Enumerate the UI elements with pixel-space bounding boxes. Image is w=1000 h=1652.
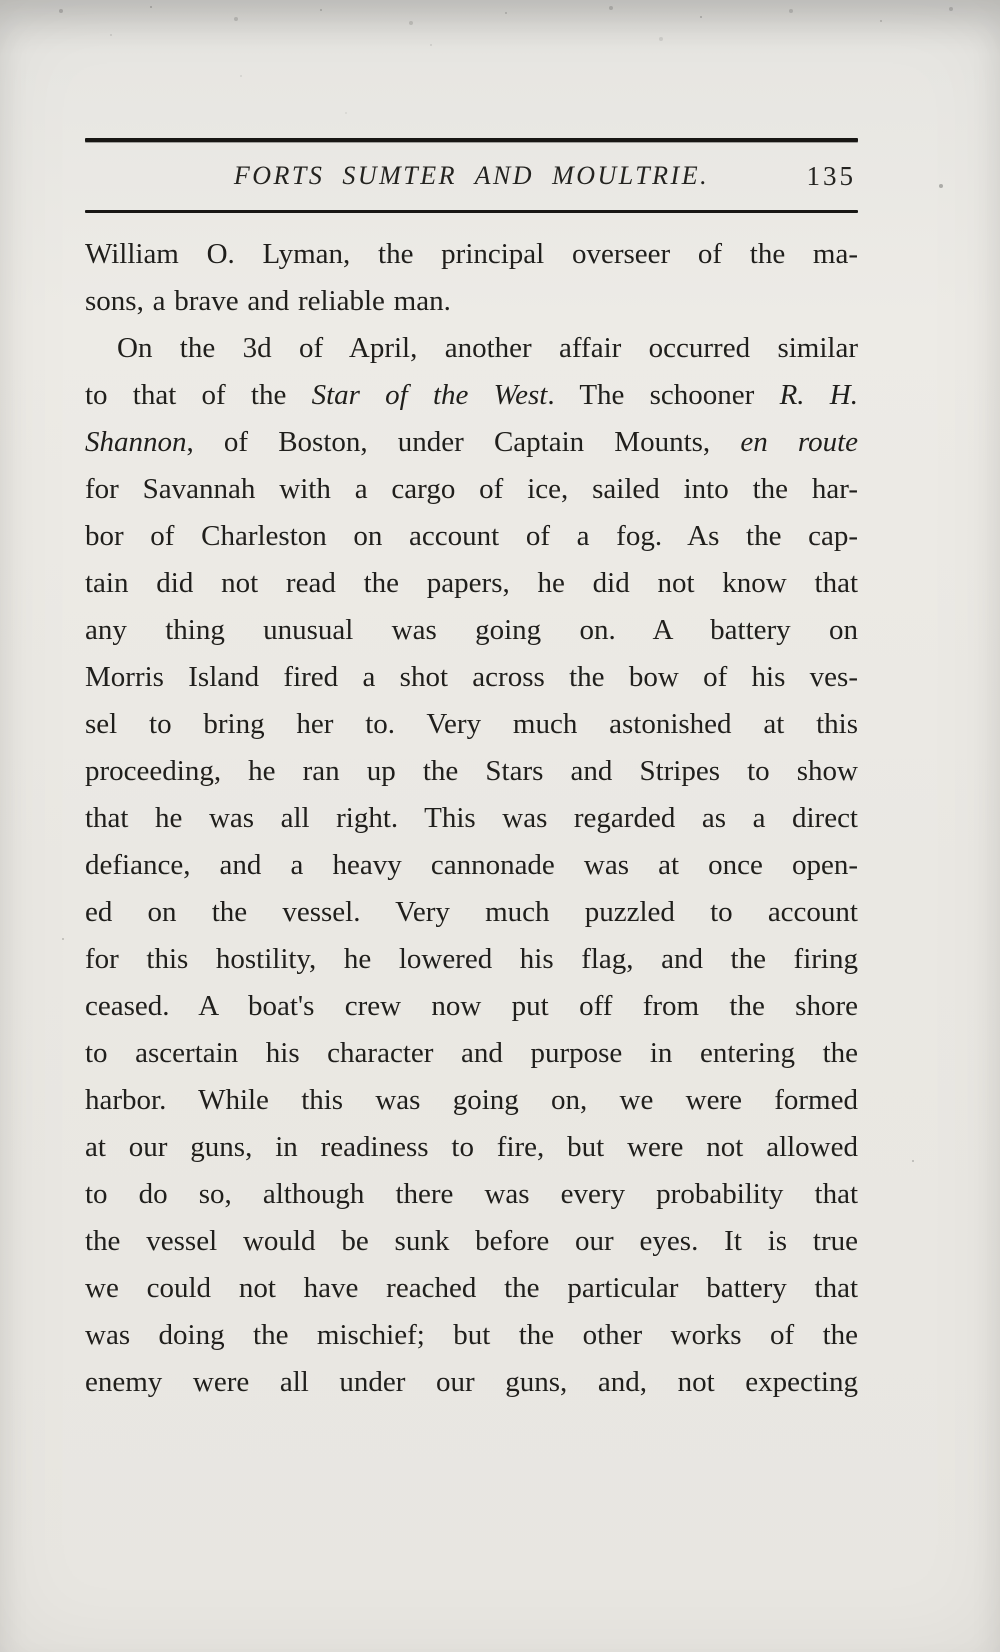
text-line — [85, 372, 858, 419]
text-line — [85, 1218, 858, 1265]
page-content — [85, 138, 858, 1406]
text-line — [85, 607, 858, 654]
text-line — [85, 231, 858, 278]
text-line — [85, 936, 858, 983]
text-segment: bor of Charleston on account of a fog. As the cap- — [85, 520, 858, 552]
text-segment: was doing the mischief; but the other works of the — [85, 1319, 858, 1351]
text-line — [85, 701, 858, 748]
text-line — [85, 325, 858, 372]
text-segment: harbor. While this was going on, we were formed — [85, 1084, 858, 1116]
text-segment: sons, a brave and reliable man. — [85, 285, 451, 317]
text-line — [85, 466, 858, 513]
page-body — [85, 231, 858, 1406]
text-line — [85, 795, 858, 842]
italic-text-segment: Star of the West — [311, 379, 548, 411]
text-line — [85, 1359, 858, 1406]
text-line — [85, 1077, 858, 1124]
text-segment: defiance, and a heavy cannonade was at once open- — [85, 849, 858, 881]
text-segment: to ascertain his character and purpose in entering the — [85, 1037, 858, 1069]
text-segment: to that of the — [85, 379, 312, 411]
text-line — [85, 842, 858, 889]
text-line — [85, 1124, 858, 1171]
header-rule-bottom — [85, 210, 858, 213]
text-segment: ed on the vessel. Very much puzzled to account — [85, 896, 858, 928]
text-line — [85, 1030, 858, 1077]
text-line — [85, 1171, 858, 1218]
text-line — [85, 513, 858, 560]
text-segment: ceased. A boat's crew now put off from the shore — [85, 990, 858, 1022]
page-number: 135 — [806, 161, 856, 191]
italic-text-segment: R. H. — [779, 379, 858, 411]
text-segment: , of Boston, under Captain Mounts, — [186, 426, 741, 458]
text-segment: Morris Island fired a shot across the bow of his ves- — [85, 661, 858, 693]
text-line — [85, 278, 858, 325]
text-segment: any thing unusual was going on. A battery on — [85, 614, 858, 646]
text-segment: sel to bring her to. Very much astonished at this — [85, 708, 858, 740]
text-line — [85, 1312, 858, 1359]
text-segment: proceeding, he ran up the Stars and Stripes to show — [85, 755, 858, 787]
running-header — [85, 142, 858, 210]
text-line — [85, 748, 858, 795]
text-segment: that he was all right. This was regarded as a direct — [85, 802, 858, 834]
text-segment: the vessel would be sunk before our eyes. It is true — [85, 1225, 858, 1257]
text-segment: tain did not read the papers, he did not know that — [85, 567, 858, 599]
running-header-title: FORTS SUMTER AND MOULTRIE. — [233, 161, 710, 190]
text-segment: to do so, although there was every probability that — [85, 1178, 858, 1210]
text-line — [85, 419, 858, 466]
text-segment: we could not have reached the particular battery that — [85, 1272, 858, 1304]
text-line — [85, 983, 858, 1030]
scan-noise-speckles — [0, 0, 2, 2]
text-segment: enemy were all under our guns, and, not expecting — [85, 1366, 858, 1398]
text-line — [85, 1265, 858, 1312]
italic-text-segment: en route — [740, 426, 859, 458]
text-segment: On the 3d of April, another affair occurred similar — [117, 332, 858, 364]
text-segment: William O. Lyman, the principal overseer of the ma- — [85, 238, 858, 270]
text-line — [85, 654, 858, 701]
text-line — [85, 560, 858, 607]
text-line — [85, 889, 858, 936]
text-segment: for Savannah with a cargo of ice, sailed into the har- — [85, 473, 858, 505]
text-segment: . The schooner — [547, 379, 780, 411]
text-segment: at our guns, in readiness to fire, but were not allowed — [85, 1131, 858, 1163]
italic-text-segment: Shannon — [85, 426, 187, 458]
text-segment: for this hostility, he lowered his flag, and the firing — [85, 943, 858, 975]
